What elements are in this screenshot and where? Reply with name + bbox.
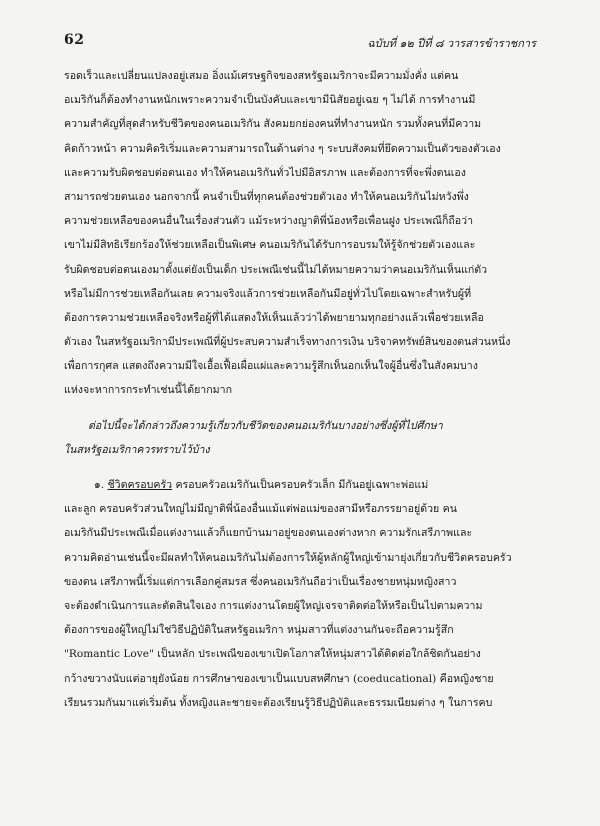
section-first-line-text: ครอบครัวอเมริกันเป็นครอบครัวเล็ก มีกันอยู่เฉพาะพ่อแม่ bbox=[172, 479, 429, 491]
section-heading-line bbox=[64, 473, 546, 497]
text-line: ความช่วยเหลือของคนอื่นในเรื่องส่วนตัว แม้ระหว่างญาติพี่น้องหรือเพื่อนฝูง ประเพณีก็ถือว่า bbox=[64, 215, 474, 228]
spacer bbox=[64, 462, 546, 473]
page-number: 62 bbox=[64, 32, 85, 48]
text-line: ต้องการของผู้ใหญ่ไม่ใช่วิธีปฏิบัติในสหรัฐอเมริกา หนุ่มสาวที่แต่งงานกันจะถือความรู้สึก bbox=[64, 624, 454, 637]
text-line: ตัวเอง ในสหรัฐอเมริกามีประเพณีที่ผู้ประสบความสำเร็จทางการเงิน บริจาคทรัพย์สินของตนส่วนหนึ่ง bbox=[64, 336, 511, 349]
text-line: เรียนรวมกันมาแต่เริ่มต้น ทั้งหญิงและชายจะต้องเรียนรู้วิธีปฏิบัติและธรรมเนียมต่าง ๆ ในการคบ bbox=[64, 696, 493, 709]
text-line: อเมริกันมีประเพณีเมื่อแต่งงานแล้วก็แยกบ้านมาอยู่ของตนเองต่างหาก ความรักเสรีภาพและ bbox=[64, 527, 473, 540]
text-line: เพื่อการกุศล แสดงถึงความมีใจเอื้อเฟื้อเผื่อแผ่และความรู้สึกเห็นอกเห็นใจผู้อื่นซึ่งในสังคมบาง bbox=[64, 360, 478, 373]
section-number: ๑. bbox=[94, 479, 105, 491]
text-line: คิดก้าวหน้า ความคิดริเริ่มและความสามารถในด้านต่าง ๆ ระบบสังคมที่ยึดความเป็นตัวของตัวเอง bbox=[64, 142, 501, 155]
text-line: อเมริกันก็ต้องทำงานหนักเพราะความจำเป็นบังคับและเขามีนิสัยอยู่เฉย ๆ ไม่ได้ การทำงานมี bbox=[64, 94, 476, 107]
text-line: ต้องการความช่วยเหลือจริงหรือผู้ที่ได้แสดงให้เห็นแล้วว่าได้พยายามทุกอย่างแล้วเพื่อช่วยเหลือ bbox=[64, 311, 484, 324]
text-line: ความสำคัญที่สุดสำหรับชีวิตของคนอเมริกัน สังคมยกย่องคนที่ทำงานหนัก รวมทั้งคนที่มีความ bbox=[64, 118, 482, 131]
text-line: กว้างขวางนับแต่อายุยังน้อย การศึกษาของเขาเป็นแบบสหศึกษา (coeducational) คือหญิงชาย bbox=[64, 672, 494, 685]
paragraph-1 bbox=[64, 64, 546, 403]
text-line: สามารถช่วยตนเอง นอกจากนี้ คนจำเป็นที่ทุกคนต้องช่วยตัวเอง ทำให้คนอเมริกันไม่หวังพึ่ง bbox=[64, 190, 469, 203]
running-header: ฉบับที่ ๑๒ ปีที่ ๘ วารสารข้าราชการ bbox=[367, 37, 536, 50]
text-line: หรือไม่มีการช่วยเหลือกันเลย ความจริงแล้วการช่วยเหลือกันมีอยู่ทั่วไปโดยเฉพาะสำหรับผู้ที่ bbox=[64, 287, 472, 300]
text-line: และลูก ครอบครัวส่วนใหญ่ไม่มีญาติพี่น้องอื่นแม้แต่พ่อแม่ของสามีหรือภรรยาอยู่ด้วย คน bbox=[64, 503, 457, 516]
section-family-life bbox=[64, 473, 546, 715]
intro-line: ในสหรัฐอเมริกาควรทราบไว้บ้าง bbox=[64, 443, 210, 456]
text-line: และความรับผิดชอบต่อตนเอง ทำให้คนอเมริกันทั่วไปมีอิสรภาพ และต้องการที่จะพึ่งตนเอง bbox=[64, 166, 466, 179]
text-line: ความคิดอ่านเช่นนี้จะมีผลทำให้คนอเมริกันไม่ต้องการให้ผู้หลักผู้ใหญ่เข้ามายุ่งเกี่ยวกับชีวิตครอบครัว bbox=[64, 551, 512, 564]
text-line: เขาไม่มีสิทธิเรียกร้องให้ช่วยเหลือเป็นพิเศษ คนอเมริกันได้รับการอบรมให้รู้จักช่วยตัวเองและ bbox=[64, 239, 476, 252]
text-line: "Romantic Love" เป็นหลัก ประเพณีของเขาเปิดโอกาสให้หนุ่มสาวได้ติดต่อใกล้ชิดกันอย่าง bbox=[64, 648, 481, 661]
intro-paragraph bbox=[64, 414, 546, 462]
text-line: ของตน เสรีภาพนี้เริ่มแต่การเลือกคู่สมรส ซึ่งคนอเมริกันถือว่าเป็นเรื่องชายหนุ่มหญิงสาว bbox=[64, 575, 457, 588]
section-title: ชีวิตครอบครัว bbox=[107, 479, 173, 491]
text-line: แห่งจะหาการกระทำเช่นนี้ได้ยากมาก bbox=[64, 384, 233, 397]
spacer bbox=[64, 403, 546, 414]
body-text bbox=[64, 64, 546, 715]
text-line: รับผิดชอบต่อตนเองมาตั้งแต่ยังเป็นเด็ก ประเพณีเช่นนี้ไม่ได้หมายความว่าคนอเมริกันเห็นแก่ตัว bbox=[64, 263, 488, 276]
intro-line: ต่อไปนี้จะได้กล่าวถึงความรู้เกี่ยวกับชีวิตของคนอเมริกันบางอย่างซึ่งผู้ที่ไปศึกษา bbox=[88, 419, 443, 432]
text-line: จะต้องดำเนินการและตัดสินใจเอง การแต่งงานโดยผู้ใหญ่เจรจาติดต่อให้หรือเป็นไปตามความ bbox=[64, 599, 483, 612]
text-line: รอดเร็วและเปลี่ยนแปลงอยู่เสมอ อิ่งแม้เศรษฐกิจของสหรัฐอเมริกาจะมีความมั่งคั่ง แต่คน bbox=[64, 70, 459, 82]
